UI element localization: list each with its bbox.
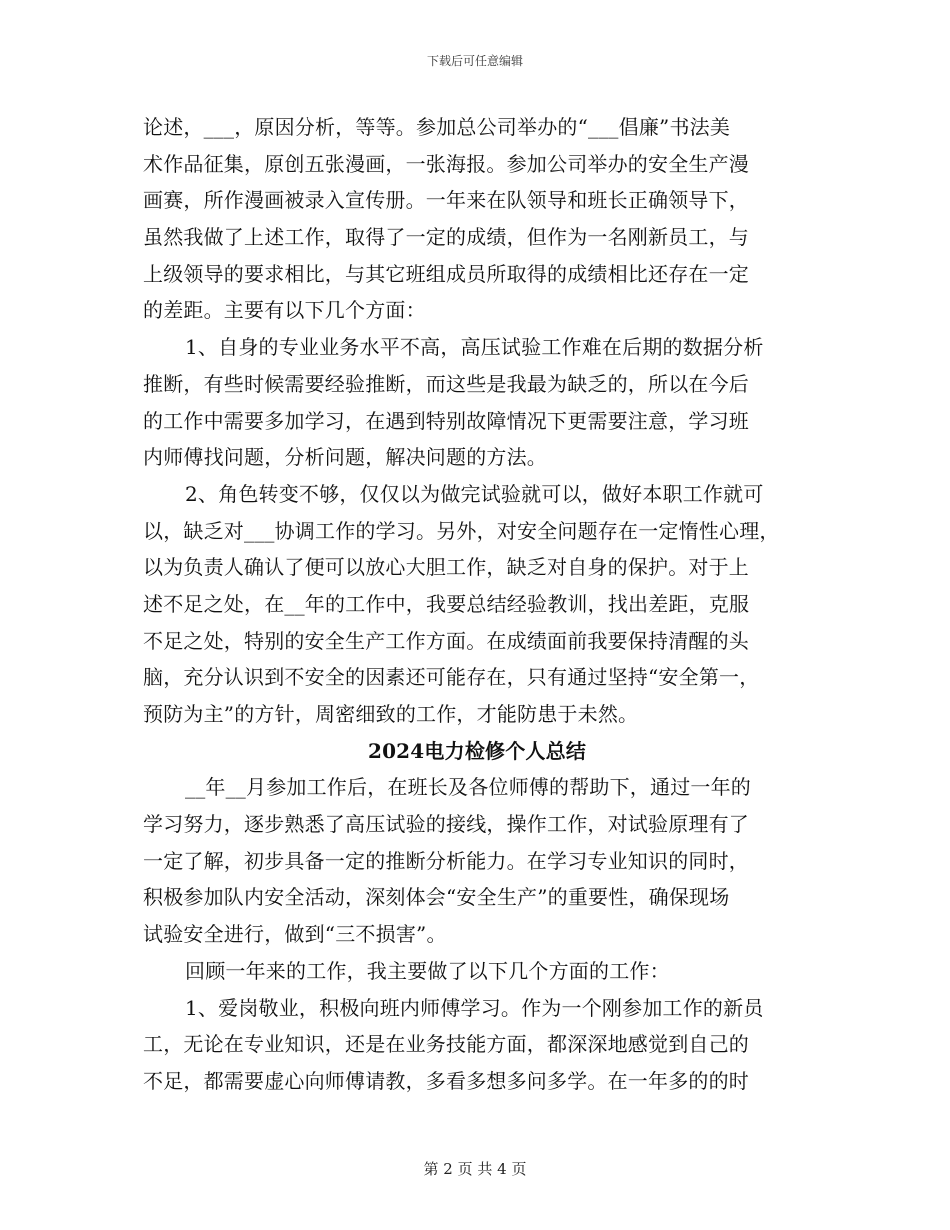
section-paragraphs [143, 769, 811, 1099]
text-line: 述不足之处，在__年的工作中，我要总结经验教训，找出差距，克服 [143, 591, 750, 616]
text-line: 画赛，所作漫画被录入宣传册。一年来在队领导和班长正确领导下， [143, 188, 749, 213]
page-number: 第 2 页 共 4 页 [423, 1160, 527, 1178]
text-line: 一定了解，初步具备一定的推断分析能力。在学习专业知识的同时， [143, 848, 749, 873]
header-note: 下载后可任意编辑 [426, 54, 523, 68]
section-title: 2024电力检修个人总结 [367, 738, 587, 763]
text-line: 2、角色转变不够，仅仅以为做完试验就可以，做好本职工作就可 [185, 481, 764, 506]
text-line: 推断，有些时候需要经验推断，而这些是我最为缺乏的，所以在今后 [143, 371, 749, 396]
text-line: 1、爱岗敬业，积极向班内师傅学习。作为一个刚参加工作的新员 [185, 995, 764, 1020]
text-line: 不足，都需要虚心向师傅请教，多看多想多问多学。在一年多的的时 [143, 1068, 749, 1093]
document-body [143, 109, 811, 1100]
text-line: 虽然我做了上述工作，取得了一定的成绩，但作为一名刚新员工，与 [143, 225, 749, 250]
text-line: 内师傅找问题，分析问题，解决问题的方法。 [143, 445, 547, 470]
text-line: 以，缺乏对___协调工作的学习。另外，对安全问题存在一定惰性心理， [143, 518, 780, 543]
text-line: 论述，___，原因分析，等等。参加总公司举办的“___倡廉”书法美 [143, 115, 731, 139]
text-line: 回顾一年来的工作，我主要做了以下几个方面的工作： [185, 958, 670, 983]
text-line: 积极参加队内安全活动，深刻体会“安全生产”的重要性，确保现场 [143, 885, 730, 910]
text-line: 以为负责人确认了便可以放心大胆工作，缺乏对自身的保护。对于上 [143, 555, 749, 580]
text-line: 试验安全进行，做到“三不损害”。 [143, 922, 447, 947]
text-line: 上级领导的要求相比，与其它班组成员所取得的成绩相比还存在一定 [143, 261, 749, 286]
text-line: 1、自身的专业业务水平不高，高压试验工作难在后期的数据分析 [185, 335, 764, 360]
text-line: 脑，充分认识到不安全的因素还可能存在，只有通过坚持“安全第一， [143, 665, 760, 690]
text-line: 不足之处，特别的安全生产工作方面。在成绩面前我要保持清醒的头 [143, 628, 749, 653]
text-line: 的差距。主要有以下几个方面： [143, 298, 426, 323]
text-line: 的工作中需要多加学习，在遇到特别故障情况下更需要注意，学习班 [143, 408, 749, 433]
text-line: __年__月参加工作后，在班长及各位师傅的帮助下，通过一年的 [185, 775, 751, 800]
text-line: 学习努力，逐步熟悉了高压试验的接线，操作工作，对试验原理有了 [143, 812, 749, 837]
text-line: 工，无论在专业知识，还是在业务技能方面，都深深地感觉到自己的 [143, 1032, 749, 1057]
text-line: 预防为主”的方针，周密细致的工作，才能防患于未然。 [143, 702, 639, 726]
text-line: 术作品征集，原创五张漫画，一张海报。参加公司举办的安全生产漫 [143, 151, 749, 176]
body-paragraphs [143, 109, 811, 733]
